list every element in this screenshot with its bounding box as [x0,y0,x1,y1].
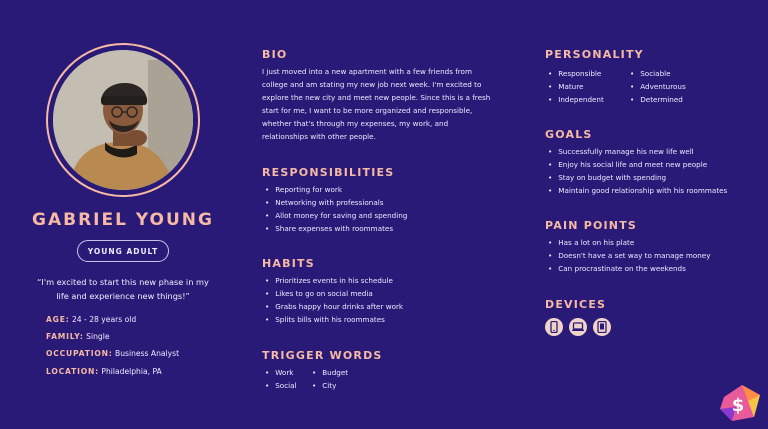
pain-points-list [548,236,710,275]
list-item: • Adventurous [630,80,686,93]
bio-text: I just moved into a new apartment with a few friends from college and am stating my new job next week. I'm excited to explore the new city and meet new people. Since this is a fresh start for me, I want to be more organized and responsible, whether that's through my expenses, my work, and relationships with other people. [262,67,491,141]
list-item: • Grabs happy hour drinks after work [265,300,403,313]
list-item: • Independent [548,93,604,106]
persona-quote: “I'm excited to start this new phase in my life and experience new things!” [37,277,209,301]
list-item: • Maintain good relationship with his roommates [548,184,727,197]
list-item: • Social [265,379,297,392]
devices-row [545,318,611,336]
list-item: • Enjoy his social life and meet new people [548,158,727,171]
responsibilities-list [265,183,407,235]
list-item: • Stay on budget with spending [548,171,727,184]
profile-avatar [46,43,200,197]
location-row [46,367,162,376]
list-item: • Has a lot on his plate [548,236,710,249]
trigger-words-title: TRIGGER WORDS [262,349,383,362]
list-item: • Splits bills with his roommates [265,313,403,326]
pain-points-title: PAIN POINTS [545,219,638,232]
phone-icon [545,318,563,336]
trigger-words-col2 [312,366,348,392]
personality-title: PERSONALITY [545,48,644,61]
occupation-row [46,349,179,358]
list-item: • Successfully manage his new life well [548,145,727,158]
persona-tag: YOUNG ADULT [77,240,169,262]
habits-list [265,274,403,326]
family-label: FAMILY: [46,332,84,341]
tablet-icon [593,318,611,336]
personality-col2 [630,67,686,106]
habits-title: HABITS [262,257,315,270]
list-item: • Prioritizes events in his schedule [265,274,403,287]
age-label: AGE: [46,315,70,324]
list-item: • Budget [312,366,348,379]
family-row [46,332,110,341]
age-value: 24 - 28 years old [71,315,137,324]
list-item: • Networking with professionals [265,196,407,209]
list-item: • Reporting for work [265,183,407,196]
list-item: • Sociable [630,67,686,80]
devices-title: DEVICES [545,298,607,311]
list-item: • Work [265,366,297,379]
list-item: • Mature [548,80,604,93]
family-value: Single [86,332,110,341]
list-item: • Doesn't have a set way to manage money [548,249,710,262]
goals-list [548,145,727,197]
bio-title: BIO [262,48,288,61]
svg-text:$: $ [731,395,745,416]
list-item: • Allot money for saving and spending [265,209,407,222]
list-item: • Share expenses with roommates [265,222,407,235]
location-label: LOCATION: [46,367,99,376]
occupation-label: OCCUPATION: [46,349,113,358]
occupation-value: Business Analyst [115,349,180,358]
list-item: • City [312,379,348,392]
personality-col1 [548,67,604,106]
brand-logo-icon [718,383,762,423]
trigger-words-col1 [265,366,297,392]
list-item: • Determined [630,93,686,106]
list-item: • Responsible [548,67,604,80]
location-value: Philadelphia, PA [101,367,162,376]
person-illustration [53,50,193,190]
persona-name: GABRIEL YOUNG [32,210,214,230]
list-item: • Likes to go on social media [265,287,403,300]
age-row [46,315,136,324]
goals-title: GOALS [545,128,593,141]
list-item: • Can procrastinate on the weekends [548,262,710,275]
responsibilities-title: RESPONSIBILITIES [262,166,395,179]
profile-photo [53,50,193,190]
laptop-icon [569,318,587,336]
